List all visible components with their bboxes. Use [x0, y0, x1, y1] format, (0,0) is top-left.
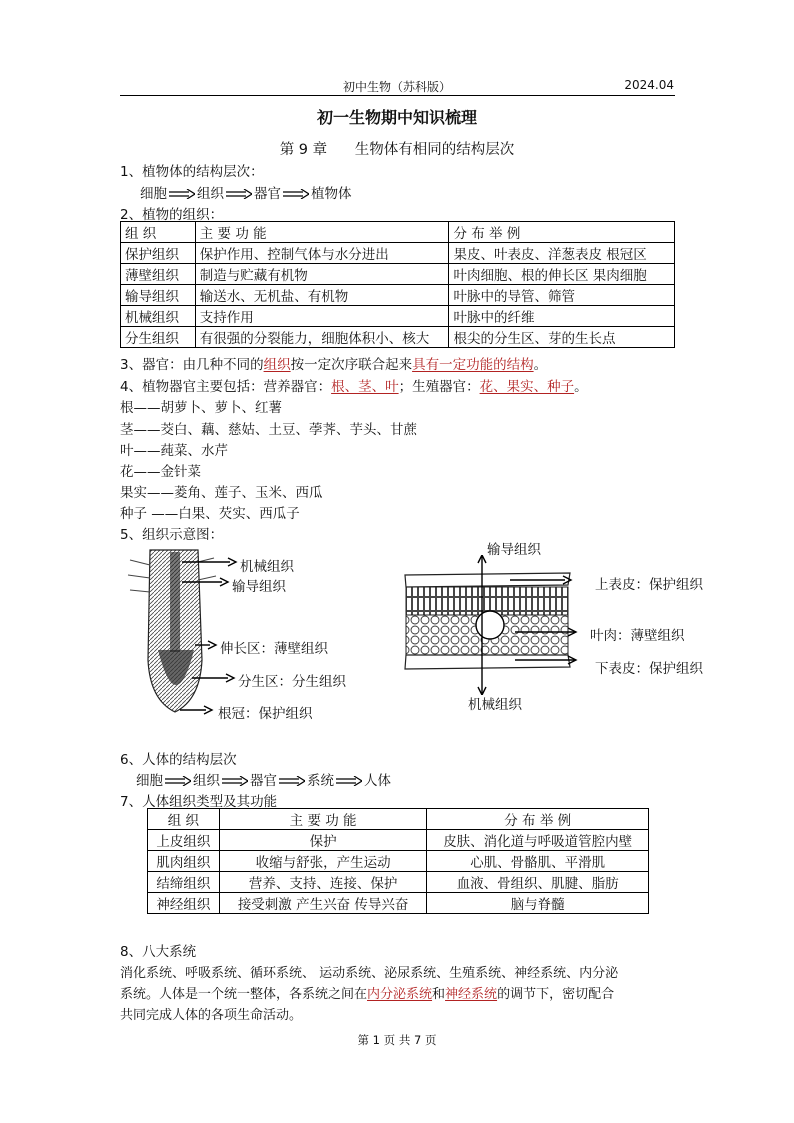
text: 的调节下，密切配合 — [497, 987, 615, 1002]
header-left: 初中生物（苏科版） — [342, 80, 451, 94]
table-cell: 保护 — [219, 830, 427, 851]
root-label: 分生区：分生组织 — [238, 674, 346, 690]
table-cell: 营养、支持、连接、保护 — [219, 872, 427, 893]
header-cell: 主 要 功 能 — [195, 222, 449, 243]
s7-heading: 7、人体组织类型及其功能 — [120, 794, 278, 810]
table-row — [148, 851, 649, 872]
table-cell: 叶脉中的导管、筛管 — [449, 285, 675, 306]
table-cell: 制造与贮藏有机物 — [195, 264, 449, 285]
header-cell: 组 织 — [148, 809, 220, 830]
table-header-row — [148, 809, 649, 830]
keyword: 根、茎、叶 — [331, 379, 399, 395]
double-arrow-icon — [165, 776, 191, 786]
table-cell: 有很强的分裂能力，细胞体积小、核大 — [195, 327, 449, 348]
table-row — [148, 830, 649, 851]
plant-tissue-table — [120, 221, 675, 348]
chain-item: 系统 — [307, 773, 334, 789]
table-row — [121, 327, 675, 348]
table-cell: 根尖的分生区、芽的生长点 — [449, 327, 675, 348]
double-arrow-icon — [279, 776, 305, 786]
table-cell: 血液、骨组织、肌腱、脂肪 — [427, 872, 649, 893]
header-rule — [120, 95, 675, 96]
double-arrow-icon — [283, 189, 309, 199]
leaf-label: 下表皮：保护组织 — [595, 661, 703, 677]
example-line: 根——胡萝卜、萝卜、红薯 — [120, 400, 282, 416]
s8-heading: 8、八大系统 — [120, 944, 197, 960]
header-cell: 分 布 举 例 — [427, 809, 649, 830]
s1-heading: 1、植物体的结构层次： — [120, 164, 264, 180]
s6-heading: 6、人体的结构层次 — [120, 752, 237, 768]
double-arrow-icon — [226, 189, 252, 199]
chain-item: 植物体 — [311, 186, 352, 202]
text: 和 — [432, 987, 446, 1002]
keyword: 神经系统 — [445, 987, 498, 1002]
chain-item: 细胞 — [140, 186, 167, 202]
example-line: 种子 ——白果、芡实、西瓜子 — [120, 506, 300, 522]
table-cell: 输送水、无机盐、有机物 — [195, 285, 449, 306]
header-cell: 分 布 举 例 — [449, 222, 675, 243]
double-arrow-icon — [169, 189, 195, 199]
chain-item: 器官 — [254, 186, 281, 202]
example-line: 叶——莼菜、水芹 — [120, 443, 228, 459]
table-cell: 皮肤、消化道与呼吸道管腔内壁 — [427, 830, 649, 851]
chain-item: 人体 — [364, 773, 391, 789]
example-line: 果实——菱角、莲子、玉米、西瓜 — [120, 485, 323, 501]
text: 。 — [574, 379, 588, 395]
human-tissue-table — [147, 808, 649, 914]
leaf-label: 叶肉：薄壁组织 — [590, 628, 685, 644]
text: 系统。人体是一个统一整体，各系统之间在 — [120, 987, 368, 1002]
example-line: 花——金针菜 — [120, 464, 201, 480]
chain-item: 组织 — [193, 773, 220, 789]
leaf-label: 输导组织 — [487, 542, 541, 558]
header-cell: 组 织 — [121, 222, 196, 243]
text: 。 — [533, 357, 548, 373]
table-row — [148, 872, 649, 893]
table-cell: 神经组织 — [148, 893, 220, 914]
table-cell: 分生组织 — [121, 327, 196, 348]
table-cell: 脑与脊髓 — [427, 893, 649, 914]
example-line: 茎——茭白、藕、慈姑、土豆、荸荠、芋头、甘蔗 — [120, 422, 417, 438]
root-label: 伸长区：薄壁组织 — [220, 641, 328, 657]
keyword: 内分泌系统 — [367, 987, 433, 1002]
table-cell: 心肌、骨骼肌、平滑肌 — [427, 851, 649, 872]
text: ；生殖器官： — [398, 379, 480, 395]
table-row — [121, 243, 675, 264]
chain-item: 器官 — [250, 773, 277, 789]
s8-line2 — [120, 983, 614, 1002]
chapter-name: 生物体有相同的结构层次 — [354, 142, 515, 158]
s3-text — [120, 353, 547, 373]
text: 按一定次序联合起来 — [290, 357, 413, 373]
root-label: 输导组织 — [232, 579, 286, 595]
s6-chain — [136, 769, 391, 789]
s2-heading: 2、植物的组织： — [120, 207, 224, 223]
table-cell: 上皮组织 — [148, 830, 220, 851]
chapter-number: 第 9 章 — [279, 142, 328, 158]
text: 4、植物器官主要包括：营养器官： — [120, 379, 332, 395]
keyword: 具有一定功能的结构 — [412, 357, 534, 373]
s1-chain — [140, 182, 352, 202]
s5-heading: 5、组织示意图： — [120, 527, 224, 543]
page-title: 初一生物期中知识梳理 — [316, 108, 477, 127]
table-cell: 肌肉组织 — [148, 851, 220, 872]
table-cell: 保护作用、控制气体与水分进出 — [195, 243, 449, 264]
chapter-title — [0, 138, 794, 159]
leaf-label: 机械组织 — [468, 697, 522, 713]
table-cell: 保护组织 — [121, 243, 196, 264]
table-cell: 叶肉细胞、根的伸长区 果肉细胞 — [449, 264, 675, 285]
table-cell: 机械组织 — [121, 306, 196, 327]
leaf-label: 上表皮：保护组织 — [595, 577, 703, 593]
table-cell: 输导组织 — [121, 285, 196, 306]
s4-text — [120, 375, 588, 395]
table-row — [121, 285, 675, 306]
chain-item: 组织 — [197, 186, 224, 202]
table-cell: 支持作用 — [195, 306, 449, 327]
double-arrow-icon — [222, 776, 248, 786]
leaf-section-diagram — [400, 555, 580, 695]
header-date: 2024.04 — [624, 78, 674, 92]
s8-line3: 共同完成人体的各项生命活动。 — [120, 1008, 303, 1023]
root-label: 机械组织 — [240, 559, 294, 575]
table-cell: 收缩与舒张，产生运动 — [219, 851, 427, 872]
chain-item: 细胞 — [136, 773, 163, 789]
table-cell: 叶脉中的纤维 — [449, 306, 675, 327]
table-row — [121, 264, 675, 285]
s8-line1: 消化系统、呼吸系统、循环系统、 运动系统、泌尿系统、生殖系统、神经系统、内分泌 — [120, 966, 619, 981]
page-footer: 第 1 页 共 7 页 — [357, 1033, 437, 1047]
table-cell: 接受刺激 产生兴奋 传导兴奋 — [219, 893, 427, 914]
header-cell: 主 要 功 能 — [219, 809, 427, 830]
table-cell: 结缔组织 — [148, 872, 220, 893]
text: 3、器官：由几种不同的 — [120, 357, 264, 373]
double-arrow-icon — [336, 776, 362, 786]
table-cell: 薄壁组织 — [121, 264, 196, 285]
keyword: 花、果实、种子 — [479, 379, 575, 395]
root-label: 根冠：保护组织 — [218, 706, 313, 722]
table-row — [121, 306, 675, 327]
table-row — [148, 893, 649, 914]
keyword: 组织 — [263, 357, 291, 373]
table-cell: 果皮、叶表皮、洋葱表皮 根冠区 — [449, 243, 675, 264]
table-header-row — [121, 222, 675, 243]
